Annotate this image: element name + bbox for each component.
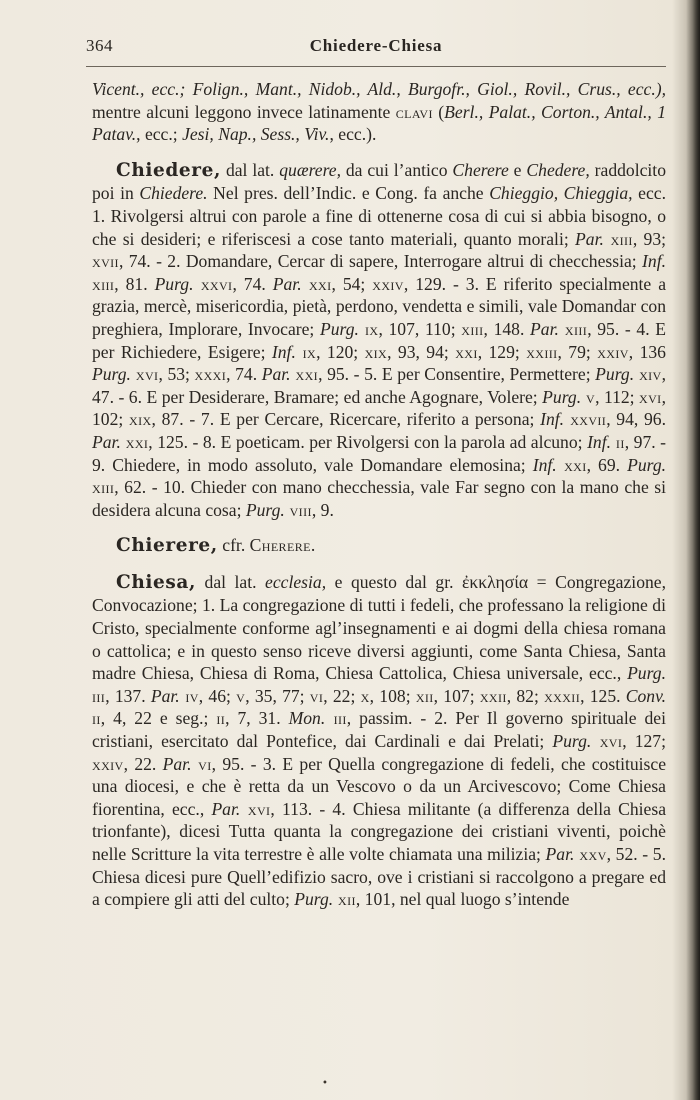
italic-run: Par. <box>150 685 180 706</box>
small-caps-run: xvii <box>92 251 119 272</box>
small-caps-run: ii <box>92 708 101 729</box>
small-caps-run: xxvi <box>193 273 233 294</box>
text-run: , 102; <box>92 386 666 430</box>
small-caps-run: iii <box>325 708 347 729</box>
text-run: , 74. <box>232 273 273 294</box>
italic-run: Par. <box>530 318 559 339</box>
italic-run: Inf. <box>540 409 565 430</box>
page-header <box>86 36 666 60</box>
italic-run: Par. <box>211 798 241 819</box>
small-caps-run: clavi <box>395 101 433 122</box>
text-run: , passim. - 2. Per Il governo spirituale dei cristiani, esercitato dal Pontefice, dai Cardinali e dai Prelati; <box>92 708 666 752</box>
small-caps-run: xxi <box>120 431 149 452</box>
text-run: , 120; <box>316 341 365 362</box>
text-run: da cui l’antico <box>340 159 453 180</box>
small-caps-run: ii <box>216 708 226 729</box>
small-caps-run: iv <box>179 685 199 706</box>
text-run: mentre alcuni leggono invece latinamente <box>92 101 396 122</box>
small-caps-run: xxii <box>479 685 507 706</box>
small-caps-run: vi <box>309 685 324 706</box>
italic-run: Berl., Palat., Corton., Antal., 1 Patav. <box>92 101 666 145</box>
text-run: dal lat. <box>196 571 266 592</box>
text-run: , 95. - 5. E per Consentire, Permettere; <box>318 364 596 385</box>
italic-run: Purg. <box>627 454 667 475</box>
text-run: , 53; <box>158 364 195 385</box>
italic-run: Par. <box>162 753 192 774</box>
text-run: , 94, 96. <box>606 409 667 430</box>
small-caps-run: Cherere. <box>249 535 316 556</box>
text-run: , 47. - 6. E per Desiderare, Bramare; ed anche Agognare, Volere; <box>92 364 667 407</box>
small-caps-run: xxvii <box>564 409 607 430</box>
footer-mark: • <box>322 1078 328 1089</box>
text-run: e <box>508 159 527 180</box>
italic-run: Vicent., ecc.; Folign., Mant., Nidob., Ald., Burgofr., Giol., Rovil., Crus., ecc.), <box>92 79 666 99</box>
italic-run: Purg. <box>542 386 582 407</box>
small-caps-run: ii <box>611 431 625 452</box>
text-run: , 129; <box>477 341 527 362</box>
text-run: , 95. - 3. E per Quella congregazione di fedeli, che costituisce una diocesi, e che è retta da un Vescovo o da un Arcivescovo; Come Chiesa fiorentina, ecc., <box>92 753 667 819</box>
small-caps-run: xxxi <box>194 364 227 385</box>
small-caps-run: xxi <box>301 273 332 294</box>
headword: Chiesa, <box>116 571 197 593</box>
italic-run: Chedere, <box>526 159 590 180</box>
text-run: , 148. <box>483 318 531 339</box>
small-caps-run: xii <box>333 889 356 910</box>
text-run: , 69. <box>586 454 628 475</box>
italic-run: Par. <box>272 273 302 294</box>
text-run: , 82; <box>506 685 545 706</box>
small-caps-run: xix <box>364 341 388 362</box>
small-caps-run: xvi <box>130 364 159 385</box>
text-run: , 74. <box>226 364 262 385</box>
small-caps-run: ix <box>358 318 379 339</box>
text-run: ( <box>432 101 445 122</box>
small-caps-run: xiii <box>92 477 115 498</box>
italic-run: Jesi, Nap., Sess., Viv. <box>182 124 330 145</box>
text-run: , 93, 94; <box>387 341 456 362</box>
italic-run: Par. <box>261 364 291 385</box>
text-run: , 62. - 10. Chieder con mano checchessia, vale Far segno con la mano che si desidera alcuna cosa; <box>92 477 666 520</box>
italic-run: quærere, <box>279 159 341 180</box>
small-caps-run: xxi <box>455 341 478 362</box>
text-run: , 107, 110; <box>378 318 462 339</box>
text-run: cfr. <box>217 535 250 556</box>
italic-run: Par. <box>92 431 121 452</box>
text-run: , 7, 31. <box>225 708 289 729</box>
text-run: , 108; <box>369 685 416 706</box>
entry-chiesa <box>92 571 666 911</box>
text-run: , 101, nel qual luogo s’intende <box>355 889 570 910</box>
headword: Chierere, <box>116 535 218 557</box>
text-run: Nel pres. dell’Indic. e Cong. fa anche <box>207 183 490 204</box>
small-caps-run: xxiv <box>372 273 404 294</box>
italic-run: Chieggio, Chieggia, <box>489 183 633 204</box>
small-caps-run: v <box>581 386 596 407</box>
text-run: , 81. <box>114 273 155 294</box>
text-run: ecc. 1. Rivolgersi altrui con parole a fine di ottenerne cosa di cui si abbia bisogno, o che si desideri; e riferiscesi a cose tanto materiali, quanto morali; <box>92 183 667 249</box>
entry-body <box>218 535 316 555</box>
italic-run: Cherere <box>452 159 509 180</box>
small-caps-run: xiii <box>92 273 115 294</box>
small-caps-run: xxiv <box>92 753 124 774</box>
text-run: , 125. <box>580 685 626 706</box>
italic-run: Purg. <box>92 364 131 385</box>
text-run: , 95. - 4. E per Richiedere, Esigere; <box>92 318 667 362</box>
text-run: , 137. <box>105 685 151 706</box>
text-run: raddolcito poi in <box>92 159 666 204</box>
italic-run: Inf. <box>642 251 666 272</box>
text-run: , 136 <box>628 341 666 362</box>
italic-run: Purg. <box>595 364 635 385</box>
small-caps-run: xvi <box>240 798 271 819</box>
small-caps-run: xxi <box>556 454 587 475</box>
small-caps-run: v <box>236 685 246 706</box>
small-caps-run: xxiv <box>597 341 629 362</box>
entry-body <box>92 572 666 909</box>
entry-chierere <box>92 534 666 558</box>
text-run: , 87. - 7. E per Cercare, Ricercare, riferito a persona; <box>151 409 541 430</box>
italic-run: Purg. <box>294 889 334 910</box>
small-caps-run: xix <box>129 409 152 430</box>
headword: Chiedere, <box>116 159 222 181</box>
italic-run: Purg. <box>552 731 592 752</box>
small-caps-run: xxiii <box>526 341 558 362</box>
italic-run: Inf. <box>271 341 296 362</box>
text-run: e questo dal gr. ἐκκλησία = Congregazione, Convocazione; 1. La congregazione di tutti i fedeli, che professano la religione di Cristo, specialmente conforme agl’insegnamenti e ai dogmi della chiesa romana o cattolica; e in questo senso riceve diversi aggiunti, come Santa Chiesa, Santa madre Chiesa, Chiesa di Roma, Chiesa Cattolica, Chiesa universale, ecc., <box>92 571 666 684</box>
small-caps-run: xxv <box>574 844 607 864</box>
small-caps-run: ix <box>295 341 317 362</box>
italic-run: ecclesia, <box>265 571 327 592</box>
book-spine-shadow <box>686 0 700 1100</box>
small-caps-run: iii <box>92 685 106 706</box>
text-run: , 93; <box>632 228 667 249</box>
text-run: , 97. - 9. Chiedere, in modo assoluto, vale Domandare elemosina; <box>92 431 667 475</box>
italic-run: Purg. <box>627 663 666 684</box>
small-caps-run: xiii <box>558 318 588 339</box>
small-caps-run: xiv <box>634 364 662 385</box>
small-caps-run: xvi <box>639 386 662 407</box>
text-run: , 22. <box>123 753 163 774</box>
italic-run: Purg. <box>154 273 194 294</box>
small-caps-run: x <box>360 685 370 706</box>
text-run: , 52. - 5. Chiesa dicesi pure Quell’edifizio sacro, ove i cristiani si raccolgono a pregare ed a compiere gli atti del culto; <box>92 844 667 910</box>
italic-run: Purg. <box>245 499 285 520</box>
page-number: 364 <box>86 36 113 55</box>
text-run: , 129. - 3. E riferito specialmente a grazia, mercè, misericordia, pietà, perdono, vendetta e simili, vale Domandar con preghiera, Implorare, Invocare; <box>92 273 667 339</box>
entry-body <box>92 160 666 520</box>
small-caps-run: xii <box>415 685 434 706</box>
text-run: , 107; <box>433 685 480 706</box>
text-run: , ecc.; <box>136 124 183 145</box>
text-run: , 22; <box>323 685 361 706</box>
italic-run: Purg. <box>319 318 359 339</box>
italic-run: Par. <box>545 844 575 864</box>
small-caps-run: xvi <box>591 731 623 752</box>
text-run: , 9. <box>311 499 334 520</box>
small-caps-run: xxxii <box>544 685 581 706</box>
continuation-paragraph <box>92 78 666 146</box>
text-run: , 4, 22 e seg.; <box>100 708 217 729</box>
text-run: dal lat. <box>221 159 280 180</box>
small-caps-run: xxi <box>290 364 319 385</box>
text-run: , 113. - 4. Chiesa militante (a differenza della Chiesa trionfante), dicesi Tutta quanta la congregazione dei cristiani viventi, poichè nelle Scritture la vita terrestre è alle volte chiamata una milizia; <box>92 798 667 864</box>
text-run: , 125. - 8. E poeticam. per Rivolgersi con la parola ad alcuno; <box>148 431 588 452</box>
text-run: , 54; <box>331 273 373 294</box>
text-run: , 127; <box>622 731 666 752</box>
small-caps-run: xiii <box>603 228 633 249</box>
italic-run: Inf. <box>532 454 557 475</box>
italic-run: Mon. <box>288 708 326 729</box>
entry-chiedere <box>92 159 666 522</box>
italic-run: Inf. <box>587 431 612 452</box>
header-rule <box>86 66 666 67</box>
small-caps-run: viii <box>284 499 312 520</box>
running-head: Chiedere-Chiesa <box>309 36 443 55</box>
italic-run: Par. <box>575 228 604 249</box>
small-caps-run: vi <box>191 753 212 774</box>
small-caps-run: xiii <box>461 318 484 339</box>
italic-run: Conv. <box>625 685 666 706</box>
text-run: , ecc.). <box>329 124 377 145</box>
text-run: , 35, 77; <box>245 685 310 706</box>
text-run: , 74. - 2. Domandare, Cercar di sapere, Interrogare altrui di checchessia; <box>118 251 643 272</box>
text-run: , 112; <box>595 386 640 407</box>
dictionary-text <box>92 78 666 911</box>
text-run: , 79; <box>557 341 598 362</box>
italic-run: Chiedere. <box>139 183 208 204</box>
text-run: , 46; <box>198 685 237 706</box>
